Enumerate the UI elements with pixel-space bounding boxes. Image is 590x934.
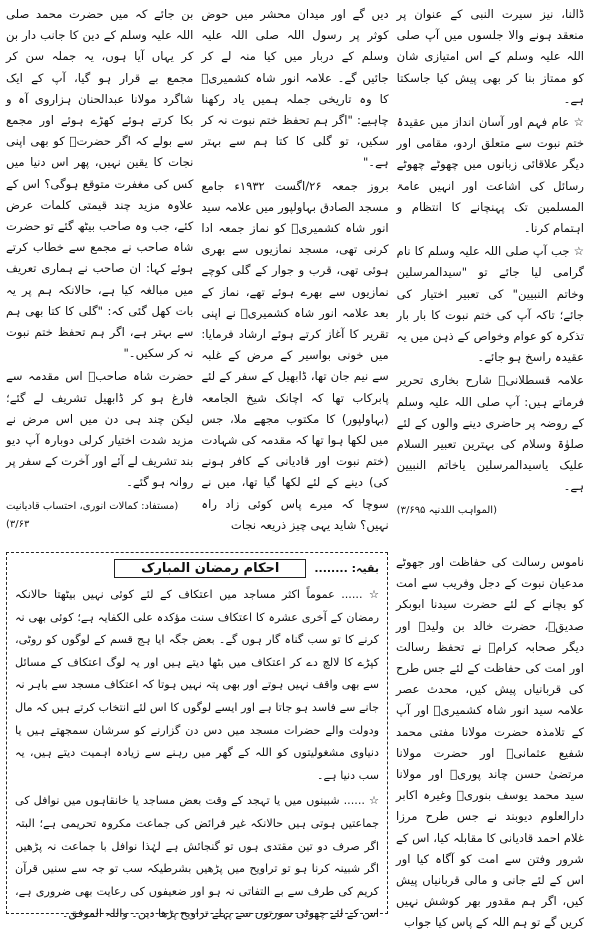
paragraph: علامہ قسطلانیؒ شارح بخاری تحریر فرماتے ہیں: آپ صلی اللہ علیہ وسلم کے روضہ پر حاضری دینے والوں کے لئے صلوٰۃ وسلام کی بہترین تعبیر السلام علیک یاسیدالمرسلین یاخاتم النبیین ہے۔	[396, 373, 584, 494]
paragraph: ☆ عام فہم اور آسان انداز میں عقیدۂ ختم نبوت سے متعلق اردو، مقامی اور دیگر علاقائی زبانوں میں چھوٹے چھوٹے رسائل کی اشاعت اور انہیں عامۃ المسلمین تک پہنچانے کا انتظام و اہتمام کرنا۔	[396, 115, 584, 236]
column-left	[6, 4, 193, 547]
continuation-tag: بقیہ: ........	[314, 562, 379, 575]
citation: (مستفاد: کمالات انوری، احتساب قادیانیت ۳/۶۳)	[6, 500, 179, 530]
box-body	[15, 584, 379, 926]
paragraph: ☆ جب آپ صلی اللہ علیہ وسلم کا نام گرامی لیا جائے تو "سیدالمرسلین وخاتم النبیین" کی تعبیر اختیار کی جائے؛ تاکہ آپ کی ختم نبوت کا بار بار تذکرہ کو عوام وخواص کے ذہن میں یہ عقیدہ راسخ ہو جائے۔	[396, 244, 584, 365]
column-middle	[201, 4, 388, 547]
column-right	[397, 4, 584, 547]
paragraph: ☆ ...... شبینوں میں یا تہجد کے وقت بعض مساجد یا خانقاہوں میں نوافل کی جماعتیں ہوتی ہیں حالانکہ غیر فرائض کی جماعت مکروہ تحریمی ہے؛ البتہ اگر صرف دو تین مقتدی ہوں تو گنجائش ہے لہٰذا نوافل با جماعت نہ پڑھیں اگر شبینہ کرنا ہو تو تراویح میں پڑھیں بشرطیکہ سب تو جہ سے سنیں قرآن کریم کی طرف سے بے التفاتی نہ ہو اور ضعیفوں کی رعایت بھی ضروری ہے، اس کے لئے چھوٹی سورتوں سے پہلے تراویح پڑھا دیں۔ واللہ الموفق۔	[15, 794, 379, 921]
paragraph: بروز جمعہ ۲۶/اگست ۱۹۳۲ء جامع مسجد الصادق بہاولپور میں علامہ سید انور شاہ کشمیریؒ کو نماز جمعہ ادا کرنی تھی، مسجد نمازیوں سے بھری ہوئی تھی، قرب و جوار کے گلی کوچے نمازیوں سے بھرے ہوئے تھے، نماز کے بعد علامہ انور شاہ کشمیریؒ نے اپنی تقریر کا آغاز کرتے ہوئے ارشاد فرمایا: میں خونی بواسیر کے مرض کے غلبہ سے نیم جان تھا، ڈابھیل کے سفر کے لئے پابرکاب تھا کہ اچانک شیخ الجامعہ (بہاولپور) کا مکتوب مجھے ملا، جس میں لکھا ہوا تھا کہ مقدمہ کی شہادت (ختم نبوت اور قادیانی کے کافر ہونے کی) دینے کے لئے لکھا گیا تھا، میں نے سوچا کہ میرے پاس کوئی زاد راہ نہیں؟ شاید یہی چیز ذریعہ نجات	[201, 178, 389, 532]
paragraph: ناموس رسالت کی حفاظت اور جھوٹے مدعیان نبوت کے دجل وفریب سے امت کو بچانے کے لئے حضرت سیدنا ابوبکر صدیقؓ، حضرت خالد بن ولیدؓ اور دیگر صحابہ کرامؓ نے تحفظ رسالت اور امت کی حفاظت کے لئے جس طرح کی قربانیاں پیش کیں، محدث عصر علامہ سید انور شاہ کشمیریؒ اور آپ کے تلامذہ حضرت مولانا مفتی محمد شفیع عثمانیؒ اور حضرت مولانا مرتضیٰ حسن چاند پوریؒ اور مولانا سید محمد یوسف بنوریؒ وغیرہ اکابر دارالعلوم دیوبند نے جس طرح مرزا غلام احمد قادیانی کا مقابلہ کیا، اس کے شرور وفتن سے امت کو آگاہ کیا اور اس کے لئے جانی و مالی قربانیاں پیش کیں، اگر ہم مقدور بھر کوشش نہیں کریں گے تو ہم اللہ کے پاس کیا جواب	[396, 555, 584, 930]
box-title: احکام رمضان المبارک	[114, 559, 306, 578]
top-columns	[6, 4, 584, 547]
column-bottom-right	[396, 552, 584, 930]
continuation-box	[6, 552, 388, 921]
citation: (المواہب اللدنیہ ۳/۶۹۵)	[396, 504, 497, 516]
box-header	[15, 559, 379, 578]
paragraph: ☆ ...... عموماً اکثر مساجد میں اعتکاف کے لئے کوئی نہیں بیٹھتا حالانکہ رمضان کے آخری عشرہ کا اعتکاف سنت مؤکدہ علی الکفایہ ہے؛ کوئی بھی نہ کرنے کا تو سب گناہ گار ہوں گے۔ بعض جگہ ایا ہج قسم کے لوگوں کو روٹی، کپڑے کا لالچ دے کر اعتکاف میں بٹھا دیتے ہیں اور یہ لوگ اعتکاف کے مسائل سے بھی واقف نہیں ہوتے اور بھی پتہ نہیں ہوتا کہ اعتکاف مسجد سے باہر نہ جانے سے فاسد ہو جاتا ہے اور ایسے لوگوں کا اس لئے انتخاب کرتے ہیں کہ مال ودولت والے حضرات مسجد میں دس دن گزارنے کو سرشان سمجھتے ہیں یا دنیاوی مشغولیتوں کو اللہ کے گھر میں رہنے سے زیادہ اہمیت دیتے ہیں، یہ سب دنیا ہے۔	[15, 588, 379, 782]
paragraph: بن جائے کہ میں حضرت محمد صلی اللہ علیہ وسلم کے دین کا جانب دار بن کر یہاں آیا ہوں، یہ جملہ سن کر مجمع بے قرار ہو گیا، آپ کے ایک شاگرد مولانا عبدالحنان ہزاروی آہ و بکا کرتے ہوئے کھڑے ہوئے اور مجمع سے بولے کہ اگر حضرتؒ کو بھی اپنی نجات کا یقین نہیں، پھر اس دنیا میں کس کی مغفرت متوقع ہوگی؟ اس کے علاوہ مزید چند قیمتی کلمات عرض کئے، جب وہ صاحب بیٹھ گئے تو حضرت شاہ صاحب نے مجمع سے خطاب کرتے ہوئے کہا: ان صاحب نے ہماری تعریف میں مبالغہ کیا ہے، حالانکہ ہم پر یہ بات کھل گئی کہ: "گلی کا کتا بھی ہم سے بہتر ہے، اگر ہم تحفظ ختم نبوت نہ کر سکیں۔"	[6, 7, 194, 361]
paragraph: ڈالنا، نیز سیرت النبی کے عنوان پر منعقد ہونے والا جلسوں میں آپ صلی اللہ علیہ وسلم کے اس امتیازی شان کو ممتاز بنا کر بھی پیش کیا جاسکتا ہے۔	[396, 7, 584, 106]
paragraph: دیں گے اور میدان محشر میں حوض کوثر پر رسول اللہ صلی اللہ علیہ وسلم کے دربار میں کیا منہ لے کر جائیں گے۔ علامہ انور شاہ کشمیریؒ کا وہ تاریخی جملہ ہمیں یاد رکھنا چاہیے: "اگر ہم تحفظ ختم نبوت نہ کر سکیں، تو گلی کا کتا ہم سے بہتر ہے۔"	[201, 7, 389, 170]
paragraph: حضرت شاہ صاحبؒ اس مقدمہ سے فارغ ہو کر ڈابھیل تشریف لے گئے؛ لیکن چند ہی دن میں اس مرض نے مزید شدت اختیار کرلی دوبارہ آپ دیو بند تشریف لے آئے اور آخرت کے سفر پر روانہ ہو گئے۔	[6, 369, 194, 490]
